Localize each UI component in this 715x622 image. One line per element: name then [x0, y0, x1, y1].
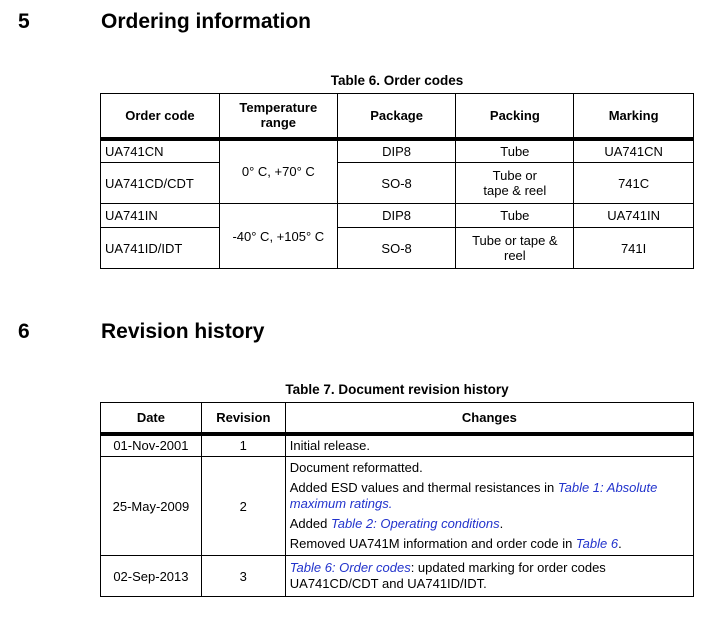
- column-header: Changes: [285, 403, 693, 434]
- change-line: Document reformatted.: [289, 460, 423, 475]
- table-6-order-codes-link[interactable]: Table 6: Order codes: [289, 560, 411, 575]
- table-row: [101, 139, 694, 163]
- order-codes-table: [100, 93, 694, 269]
- column-header: Packing: [456, 94, 574, 139]
- temperature-cell: -40° C, +105° C: [219, 204, 337, 269]
- change-text: Added: [289, 516, 331, 531]
- column-header: Temperature range: [219, 94, 337, 139]
- section-number: 5: [18, 10, 30, 33]
- marking-cell: UA741CN: [574, 139, 694, 163]
- package-cell: SO-8: [337, 163, 456, 204]
- table-row: [101, 457, 694, 556]
- table-row: [101, 556, 694, 597]
- changes-cell: [285, 457, 693, 556]
- change-text: : updated marking for order codes UA741CD/CDT and UA741ID/IDT.: [289, 560, 606, 591]
- table-caption: Table 6. Order codes: [330, 73, 464, 88]
- section-title: Revision history: [101, 320, 265, 343]
- column-header: Revision: [201, 403, 285, 434]
- date-cell: 25-May-2009: [101, 457, 202, 556]
- changes-cell: Initial release.: [285, 434, 693, 457]
- temperature-cell: 0° C, +70° C: [219, 139, 337, 204]
- packing-cell: Tube or tape & reel: [456, 163, 574, 204]
- order-code-cell: UA741CN: [101, 139, 220, 163]
- order-code-cell: UA741IN: [101, 204, 220, 228]
- table-row: [101, 204, 694, 228]
- section-number: 6: [18, 320, 30, 343]
- table-row: [101, 434, 694, 457]
- change-text: Added ESD values and thermal resistances in: [289, 480, 558, 495]
- column-header: Date: [101, 403, 202, 434]
- change-line: [290, 536, 689, 552]
- revision-history-table: [100, 402, 694, 597]
- package-cell: SO-8: [337, 228, 456, 269]
- column-header: Order code: [101, 94, 220, 139]
- section-title: Ordering information: [101, 10, 311, 33]
- change-text: .: [618, 536, 622, 551]
- change-text: .: [499, 516, 504, 531]
- table-6-link[interactable]: Table 6: [575, 536, 619, 551]
- table-row: [101, 163, 694, 204]
- table-row: [101, 228, 694, 269]
- date-cell: 02-Sep-2013: [101, 556, 202, 597]
- column-header: Package: [337, 94, 456, 139]
- package-cell: DIP8: [337, 139, 456, 163]
- date-cell: 01-Nov-2001: [101, 434, 202, 457]
- changes-cell: [285, 556, 693, 597]
- order-code-cell: UA741ID/IDT: [101, 228, 220, 269]
- table-2-link[interactable]: Table 2: Operating conditions: [330, 516, 500, 531]
- revision-cell: 2: [201, 457, 285, 556]
- package-cell: DIP8: [337, 204, 456, 228]
- revision-cell: 1: [201, 434, 285, 457]
- packing-cell: Tube or tape & reel: [456, 228, 574, 269]
- marking-cell: 741I: [574, 228, 694, 269]
- table-1-link[interactable]: Table 1: Absolute maximum ratings: [289, 480, 658, 511]
- change-line: [290, 480, 689, 512]
- marking-cell: 741C: [574, 163, 694, 204]
- change-text: .: [388, 496, 393, 511]
- marking-cell: UA741IN: [574, 204, 694, 228]
- packing-cell: Tube: [456, 139, 574, 163]
- change-text: Removed UA741M information and order code in: [289, 536, 576, 551]
- revision-cell: 3: [201, 556, 285, 597]
- table-caption: Table 7. Document revision history: [285, 382, 509, 397]
- change-line: [290, 516, 689, 532]
- order-code-cell: UA741CD/CDT: [101, 163, 220, 204]
- packing-cell: Tube: [456, 204, 574, 228]
- column-header: Marking: [574, 94, 694, 139]
